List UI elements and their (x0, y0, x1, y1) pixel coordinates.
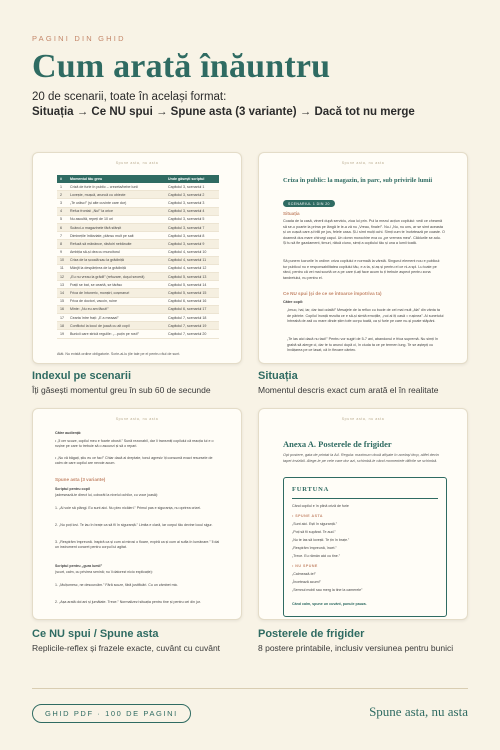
footer-divider (32, 688, 468, 689)
fridge-poster (283, 477, 447, 617)
poster-line: „Semnul mobil sau merg la tine la camerele” (292, 588, 363, 592)
script-item-2: 2. „Nu poți lovi. Te iau în brațe ca să fii în siguranță.” Limita e clară, iar corpul tău devine locul sigur. (55, 523, 213, 527)
table-row (57, 305, 219, 313)
script-2-title: Scriptul pentru „gura lumii” (55, 564, 103, 568)
script-2-text: (scurt, calm, cu privirea senină; nu îi datorezi nicio explicație): (55, 570, 153, 574)
subtitle-line-2: Situația → Ce NU spui → Spune asta (3 variante) → Dacă tot nu merge (32, 106, 415, 118)
script-item-1: 1. „Ai voie să plângi. Eu sunt aici. Nu plec nicăieri.” Primul pas e siguranța, nu oprirea crizei. (55, 506, 202, 510)
poster-line: „Poți să fii supărat. Te aud.” (292, 530, 336, 534)
table-cell: Capitolul 4, scenariul 10 (165, 248, 219, 256)
table-cell: 12 (57, 273, 67, 281)
table-row (57, 248, 219, 256)
table-cell: Minte: „Nu eu am făcut!” (67, 305, 165, 313)
poster-section-dont: • NU SPUNE (292, 564, 318, 568)
table-cell: Capitolul 5, scenariul 15 (165, 289, 219, 297)
situation-heading: Situația (283, 211, 300, 216)
table-cell: Nu ascultă, repeți de 10 ori (67, 215, 165, 223)
table-cell: Capitolul 3, scenariul 3 (165, 199, 219, 207)
table-cell: Scânci-o magazinele fără sfârșit (67, 223, 165, 231)
script-item-5: 2. „Așa arată doi ani și jumătate. Trece.” Normalizezi situația pentru tine și pentru cei din jur. (55, 600, 201, 604)
script-item-3: 3. „Respirăm împreună. Inspiră ca și cum ai mirosi o floare, expiră ca și cum ai sufla în lumânare.” Îi dai un instrument concret pentru corpul lui agitat. (55, 540, 220, 550)
table-cell: 3 (57, 199, 67, 207)
table-cell: 13 (57, 281, 67, 289)
table-row (57, 314, 219, 322)
table-row (57, 191, 219, 199)
table-cell: 7 (57, 232, 67, 240)
table-cell: 15 (57, 297, 67, 305)
table-cell: Capitolul 4, scenariul 11 (165, 256, 219, 264)
table-cell: Capitolul 3, scenariul 7 (165, 223, 219, 231)
table-row (57, 330, 219, 338)
index-table (57, 175, 219, 339)
table-cell: 5 (57, 215, 67, 223)
table-cell: Capitolul 3, scenariul 2 (165, 191, 219, 199)
table-cell: Capitolul 5, scenariul 14 (165, 281, 219, 289)
posters-card-label: Posterele de frigider (258, 628, 365, 640)
table-cell: 17 (57, 314, 67, 322)
table-cell: „Eu nu vreau la grădi!” (refuzare, duşul seceră) (67, 273, 165, 281)
table-cell: 10 (57, 256, 67, 264)
dont-say-preview-card (32, 408, 242, 620)
table-row (57, 322, 219, 330)
table-cell: Diminețile întârziate, plânsu mult pe salt (67, 232, 165, 240)
dont-say-line-1: • „Îi cer scuze, copilul meu e foarte obosit.” Sună rezonabil, dar îi transmiți copilului că reacția lui e o rușine pe care tu trebuie să o ascunzi și să o repari. (55, 439, 214, 449)
table-cell: Ambiția să-și dea cu muncitorul (67, 248, 165, 256)
index-card-label: Indexul pe scenarii (32, 370, 132, 382)
script-1-text: (adresează-te direct lui, coborât la nivelul ochilor, cu voce joasă): (55, 493, 159, 497)
table-cell: 18 (57, 322, 67, 330)
table-row (57, 207, 219, 215)
poster-line: „Trece. Eu rămân aici cu tine.” (292, 554, 340, 558)
dont-say-card-label: Ce NU spui / Spune asta (32, 628, 159, 640)
table-cell: Capitolul 3, scenariul 4 (165, 207, 219, 215)
table-cell: Capitolul 5, scenariul 13 (165, 273, 219, 281)
table-row (57, 273, 219, 281)
table-header-cell: Momentul tău greu (67, 175, 165, 183)
scenario-badge: SCENARIUL 1 DIN 20 (283, 200, 335, 207)
table-cell: 6 (57, 223, 67, 231)
poster-line: „Calmează-te!” (292, 572, 316, 576)
mini-header: Spune asta, nu asta (115, 417, 159, 421)
table-cell: 11 (57, 264, 67, 272)
table-cell: 4 (57, 207, 67, 215)
audience-label: Către copil: (283, 300, 304, 304)
table-cell: Capitolul 3, scenariul 5 (165, 215, 219, 223)
index-card-description: Îți găsești momentul greu în sub 60 de secunde (32, 385, 211, 395)
table-cell: „Te urăsc!” (și alte cuvinte care dor) (67, 199, 165, 207)
table-row (57, 199, 219, 207)
table-row (57, 281, 219, 289)
table-row (57, 232, 219, 240)
table-cell: Conflictul la locul de joacă cu alt copil (67, 322, 165, 330)
poster-footer: Când calm, spune un cuvânt, punule pauza. (292, 602, 367, 606)
dont-say-bullet-2: „Te las aici dacă nu taci!” Pentru vor sugiri de 5-7 ani, abandonul e frica supremă. Nu simți în grabă să alerge ci, dar te tu arunci după ci, în ciuda ta ce pe termen lung. Te se aștepți cu învățarea pe ce lasat, că în fiecare cântec. (287, 337, 439, 353)
table-cell: Capitolul 3, scenariul 8 (165, 232, 219, 240)
poster-line: „Nu te las să lovești. Te țin în brațe.” (292, 538, 350, 542)
poster-line: „Sunt aici. Ești în siguranță.” (292, 522, 337, 526)
table-row (57, 289, 219, 297)
table-cell: Capitolul 7, scenariul 20 (165, 330, 219, 338)
dont-say-bullet-1: „Imuo, hai, iar, dar taci odată!” Mesajele de la reflux cu bucle de cel mai mult „ăla” din vânta ta de părinte. Copilul învață rezulta ce e să-și simtă emoțiile, „noi ai îți casă = rușinea”. Al sunetului întreabă de asii cu mare dinde știm tofe corpu toată, ca și furie pe care nu-și poate stăpâni. (287, 308, 444, 324)
situation-paragraph-2: Să punem lucrurile în ordine: criza copilului e normală la vârstă. Singurul element nou e publicul: tur publicul nu e responsabilitatea copilului tău, e a ta, și aș și pentru el ce ni-a spl. Lu toate pe rând, pentru că vei mai scurtă ce a pe care ți-ați face acum tu ți trebuie aspect pentru zona tandretului, nu pentru el. (283, 259, 441, 280)
table-cell: 14 (57, 289, 67, 297)
table-cell: Mânjit la despărțirea de la grădiniță (67, 264, 165, 272)
table-cell: Frații se bat, se ceartă, se târăsc (67, 281, 165, 289)
table-row (57, 256, 219, 264)
page-title: Cum arată înăuntru (32, 48, 331, 85)
table-cell: Capitolul 3, scenariul 9 (165, 240, 219, 248)
poster-line: „Încetează acum!” (292, 580, 321, 584)
table-cell: 8 (57, 240, 67, 248)
page-kicker: PAGINI DIN GHID (32, 34, 126, 43)
mini-header: Spune asta, nu asta (341, 417, 385, 421)
subtitle-line-1: 20 de scenarii, toate în același format: (32, 91, 227, 103)
table-cell: 16 (57, 305, 67, 313)
table-row (57, 223, 219, 231)
script-item-4: 1. „Mulțumesc, ne descurcăm.” Fără scuze, fără justificări. Cu un zâmbet mic. (55, 583, 179, 587)
table-cell: Criza de la școală sau la grădiniță (67, 256, 165, 264)
table-cell: Capitolul 7, scenariul 19 (165, 322, 219, 330)
table-cell: Lovește, mușcă, aruncă cu obiecte (67, 191, 165, 199)
table-cell: 19 (57, 330, 67, 338)
table-cell: 2 (57, 191, 67, 199)
table-cell: Criză de furie în public – crezeta/bebe lunii (67, 183, 165, 191)
table-row (57, 183, 219, 191)
situation-card-description: Momentul descris exact cum arată el în realitate (258, 385, 439, 395)
table-cell: Frica de doctori, vaccin, ruine (67, 297, 165, 305)
table-cell: Capitolul 4, scenariul 12 (165, 264, 219, 272)
table-row (57, 240, 219, 248)
table-header-cell: Unde găsești scriptul (165, 175, 219, 183)
table-cell: Frica de întuneric, monștri, coșmaruri (67, 289, 165, 297)
poster-line: „Respirăm împreună, încet.” (292, 546, 337, 550)
table-cell: Refuz frontal: „Nu!” la orice (67, 207, 165, 215)
poster-section-say: • SPUNE ASTA (292, 514, 324, 518)
situation-paragraph-1: Coada de la casă, vinerii după serviciu, ziua lui prin. Pui la mezul acțiun copilului: vedi ce cheamă să se-o poarte la prima pe lângă le le-a zâ nu „Vreau, finale!”. Nu-i „Nu, nu uns, ar se simt aceasta și un cușcă care-și trilii pe jos, felele casa. Și-i simt mulți ochi. Simți cum te învârtează pe coaste. O doamnă dus mare chirurgi capul. Un domn morochire eva cu „pe vremea mea”. Căldurile se adu. Și tu să fie gazdament, timuri, rătuă ciuno, simți a copilului tău și una a lumii toată. (283, 219, 445, 246)
mini-header: Spune asta, nu asta (115, 161, 159, 165)
dont-say-card-description: Replicile-reflex și frazele exacte, cuvânt cu cuvânt (32, 643, 221, 653)
table-row (57, 297, 219, 305)
index-preview-card (32, 152, 242, 364)
table-cell: Refuză să mănânce, răsfoiri nebănuite (67, 240, 165, 248)
table-cell: 9 (57, 248, 67, 256)
situation-preview-card (258, 152, 468, 364)
annex-title: Anexa A. Posterele de frigider (283, 439, 392, 449)
poster-subtitle: Când copilul e în plină criză de furie (292, 504, 349, 508)
scenario-title: Criza în public: la magazin, în parc, sub privirile lumii (283, 177, 433, 184)
table-cell: Capitolul 6, scenariul 17 (165, 305, 219, 313)
table-cell: Capitolul 6, scenariul 16 (165, 297, 219, 305)
say-this-heading: Spune asta (3 variante) (55, 477, 106, 482)
poster-title: FURTUNA (292, 486, 330, 493)
script-1-title: Scriptul pentru copil (55, 487, 90, 491)
poster-divider (292, 498, 438, 499)
table-header-cell: # (57, 175, 67, 183)
table-cell: Bunicii care strică regulile: „...puțin pe rost!” (67, 330, 165, 338)
guide-format-pill: GHID PDF · 100 DE PAGINI (32, 704, 191, 723)
dont-say-line-2: • „Nu vă băgați, știu eu ce fac!” Chiar dacă ai dreptate, tonul agresiv îți consumă exact resursele de calm de care copilul are nevoie acum. (55, 456, 213, 466)
table-cell: Capitolul 7, scenariul 18 (165, 314, 219, 322)
table-cell: Capitolul 3, scenariul 1 (165, 183, 219, 191)
audience-label: Către audiență: (55, 431, 82, 435)
mini-header: Spune asta, nu asta (341, 161, 385, 165)
brand-tagline: Spune asta, nu asta (369, 704, 468, 719)
table-cell: 1 (57, 183, 67, 191)
posters-preview-card (258, 408, 468, 620)
table-cell: Cearta între frați: „E a meaaa!” (67, 314, 165, 322)
table-row (57, 264, 219, 272)
posters-card-description: 8 postere printabile, inclusiv versiunea pentru bunici (258, 643, 454, 653)
index-note: Atât. Nu există ordine obligatorie. Scrie-ai-lu ţile tale pe el pentru răul de sunt. (57, 352, 181, 356)
dont-say-heading: Ce NU spui (și de ce se întoarce împotriva ta) (283, 291, 382, 296)
annex-intro: Opt postere, gata de printat la A4. Regula: maximum două afișate în același timp, altfel devin tapet invizibil. Alege-le pe cele care dor azi, schimbă-le când momentele dificile se schimbă. (283, 453, 439, 463)
table-row (57, 215, 219, 223)
situation-card-label: Situația (258, 370, 298, 382)
